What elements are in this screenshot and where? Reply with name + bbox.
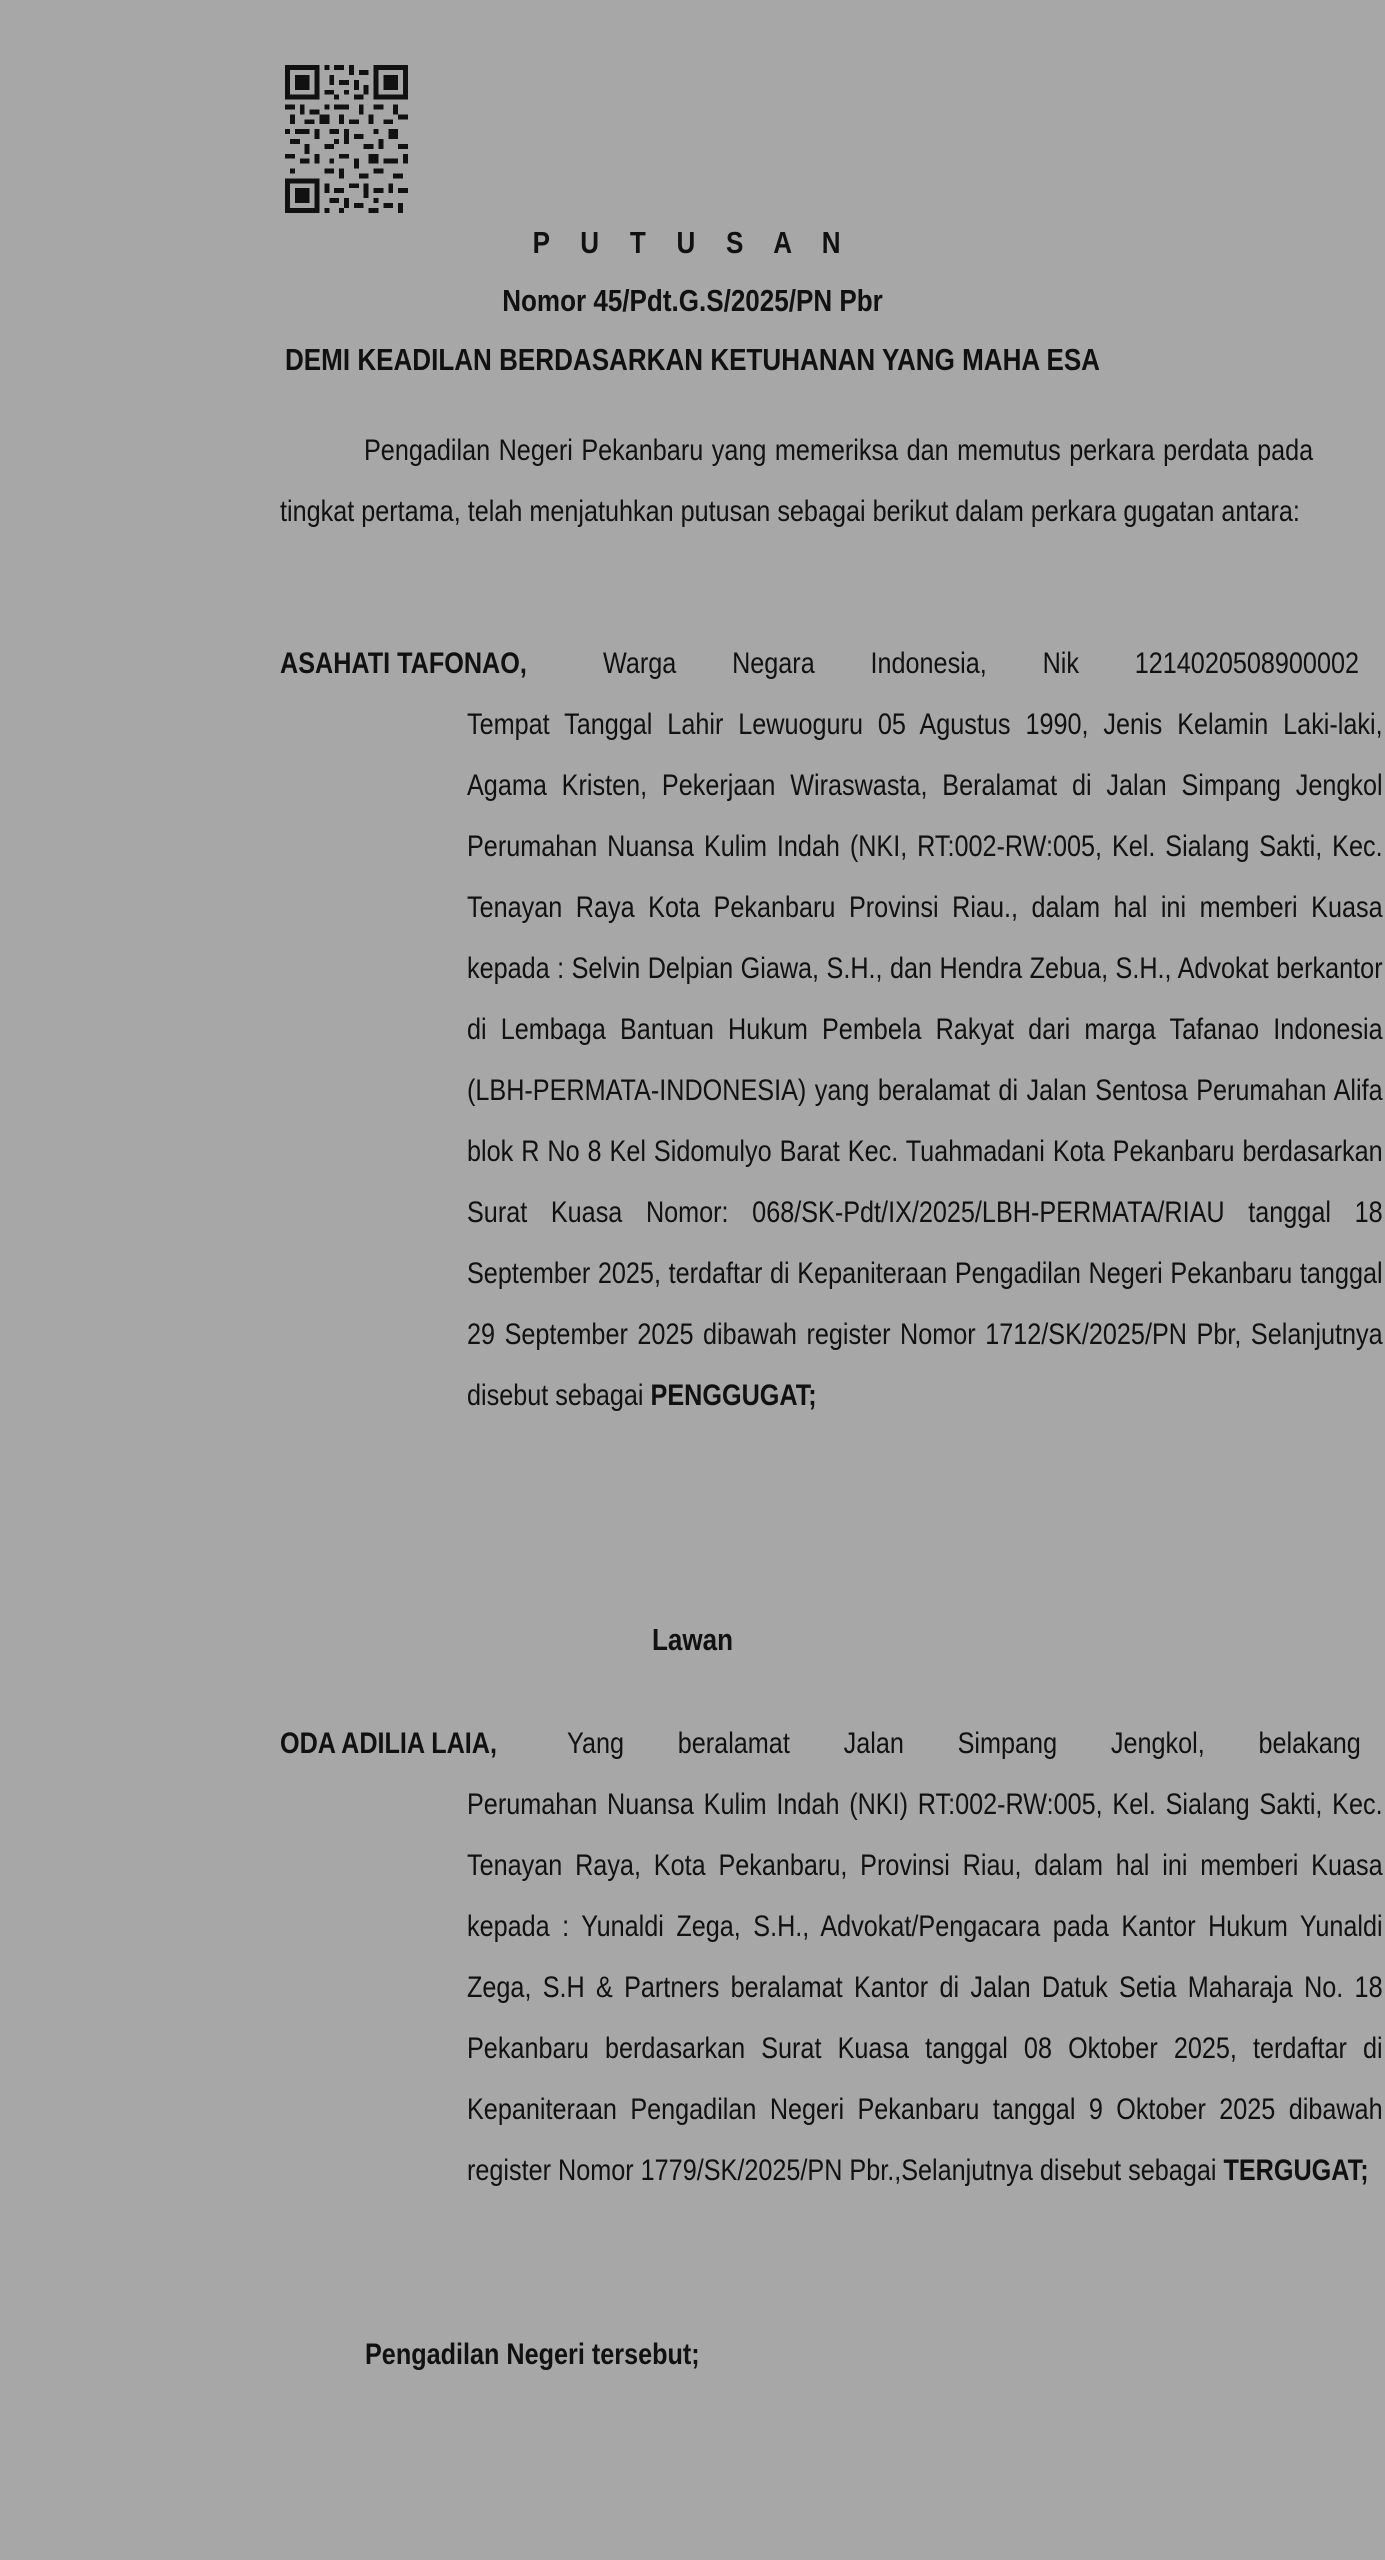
intro-paragraph: Pengadilan Negeri Pekanbaru yang memeriksa dan memutus perkara perdata pada tingkat pertama, telah menjatuhkan putusan sebagai berikut dalam perkara gugatan antara: [280, 434, 1314, 528]
closing-line: Pengadilan Negeri tersebut; [365, 2338, 700, 2371]
defendant-first-line: Yang beralamat Jalan Simpang Jengkol, belakang [567, 1727, 1361, 1760]
defendant-details [467, 1774, 1383, 2201]
case-number: Nomor 45/Pdt.G.S/2025/PN Pbr [502, 283, 883, 318]
document-title: P U T U S A N [532, 225, 853, 260]
plaintiff-name: ASAHATI TAFONAO, [280, 647, 527, 680]
court-motto: DEMI KEADILAN BERDASARKAN KETUHANAN YANG MAHA ESA [284, 342, 1100, 377]
plaintiff-first-line: Warga Negara Indonesia, Nik 1214020508900002 [603, 647, 1359, 680]
versus-heading: Lawan [651, 1622, 734, 1657]
plaintiff-details [467, 694, 1383, 1426]
defendant-role: TERGUGAT; [1223, 2154, 1369, 2187]
plaintiff-details-text: Tempat Tanggal Lahir Lewuoguru 05 Agustus 1990, Jenis Kelamin Laki-laki, Agama Kristen, Pekerjaan Wiraswasta, Beralamat di Jalan Simpang Jengkol Perumahan Nuansa Kulim Indah (NKI, RT:002-RW:005, Kel. Sialang Sakti, Kec. Tenayan Raya Kota Pekanbaru Provinsi Riau., dalam hal ini memberi Kuasa kepada : Selvin Delpian Giawa, S.H., dan Hendra Zebua, S.H., Advokat berkantor di Lembaga Bantuan Hukum Pembela Rakyat dari marga Tafanao Indonesia (LBH-PERMATA-INDONESIA) yang beralamat di Jalan Sentosa Perumahan Alifa blok R No 8 Kel Sidomulyo Barat Kec. Tuahmadani Kota Pekanbaru berdasarkan Surat Kuasa Nomor: 068/SK-Pdt/IX/2025/LBH-PERMATA/RIAU tanggal 18 September 2025, terdaftar di Kepaniteraan Pengadilan Negeri Pekanbaru tanggal 29 September 2025 dibawah register Nomor 1712/SK/2025/PN Pbr, Selanjutnya disebut sebagai [467, 708, 1383, 1412]
qr-code-icon [285, 65, 408, 213]
defendant-details-text: Perumahan Nuansa Kulim Indah (NKI) RT:002-RW:005, Kel. Sialang Sakti, Kec. Tenayan Raya, Kota Pekanbaru, Provinsi Riau, dalam hal ini memberi Kuasa kepada : Yunaldi Zega, S.H., Advokat/Pengacara pada Kantor Hukum Yunaldi Zega, S.H & Partners beralamat Kantor di Jalan Datuk Setia Maharaja No. 18 Pekanbaru berdasarkan Surat Kuasa tanggal 08 Oktober 2025, terdaftar di Kepaniteraan Pengadilan Negeri Pekanbaru tanggal 9 Oktober 2025 dibawah register Nomor 1779/SK/2025/PN Pbr.,Selanjutnya disebut sebagai [467, 1788, 1383, 2187]
defendant-name: ODA ADILIA LAIA, [280, 1727, 497, 1760]
plaintiff-role: PENGGUGAT; [650, 1379, 817, 1412]
